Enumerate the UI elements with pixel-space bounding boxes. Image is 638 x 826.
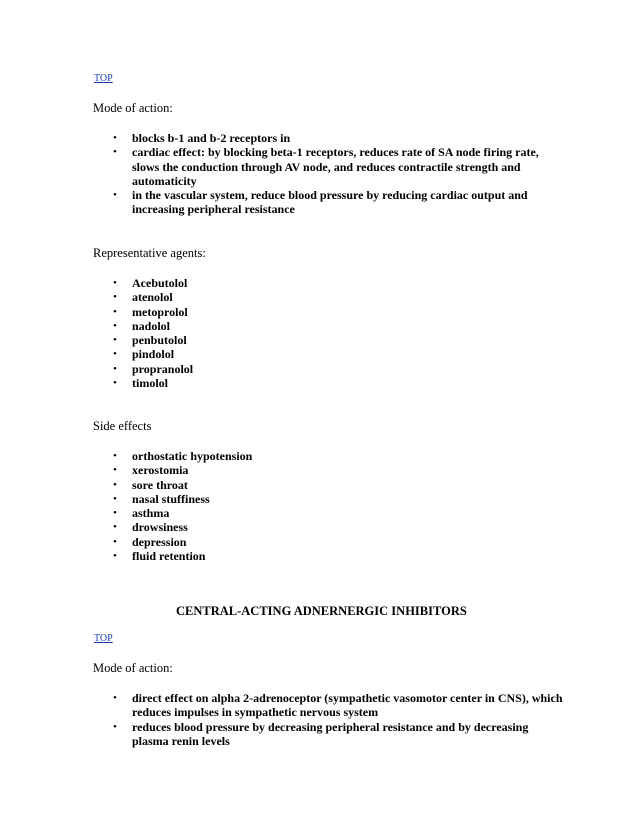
list-item: • metoprolol — [113, 304, 188, 319]
bullet-icon: • — [113, 277, 117, 289]
mode-of-action-heading: Mode of action: — [93, 101, 173, 115]
agents-list — [93, 276, 563, 390]
bullet-icon: • — [113, 535, 117, 548]
bullet-icon: • — [113, 377, 117, 390]
mode-of-action-heading: Mode of action: — [93, 661, 173, 675]
section-title: CENTRAL-ACTING ADNERNERGIC INHIBITORS — [176, 604, 467, 618]
list-item: • pindolol — [113, 347, 175, 362]
bullet-icon: • — [113, 189, 117, 202]
representative-agents-heading: Representative agents: — [93, 246, 206, 260]
mode-of-action-list — [93, 131, 563, 217]
bullet-icon: • — [113, 291, 117, 304]
list-item: • nadolol — [113, 318, 171, 333]
list-item: • blocks b-1 and b-2 receptors in — [113, 131, 291, 145]
bullet-icon: • — [113, 132, 117, 144]
list-item: • propranolol — [113, 361, 194, 376]
bullet-icon: • — [113, 319, 117, 332]
bullet-icon: • — [113, 464, 117, 477]
list-item: • atenolol — [113, 290, 173, 305]
list-item: • direct effect on alpha 2-adrenoceptor (sympathetic vasomotor center in CNS), which reduces impulses in sympathetic nervous system — [113, 691, 563, 720]
list-item: • sore throat — [113, 477, 188, 492]
list-item: • depression — [113, 534, 187, 549]
bullet-icon: • — [113, 507, 117, 520]
list-item: • fluid retention — [113, 549, 206, 564]
list-item: • in the vascular system, reduce blood pressure by reducing cardiac output and increasing peripheral resistance — [113, 188, 528, 217]
list-item: • timolol — [113, 376, 168, 391]
side-effects-heading: Side effects — [93, 419, 152, 433]
bullet-icon: • — [113, 521, 117, 534]
list-item: • cardiac effect: by blocking beta-1 receptors, reduces rate of SA node firing rate, slows the conduction through AV node, and reduces contractile strength and automaticity — [113, 145, 539, 188]
bullet-icon: • — [113, 720, 117, 733]
list-item: • orthostatic hypotension — [113, 449, 253, 463]
bullet-icon: • — [113, 450, 117, 462]
bullet-icon: • — [113, 692, 117, 704]
bullet-icon: • — [113, 478, 117, 491]
bullet-icon: • — [113, 348, 117, 361]
bullet-icon: • — [113, 362, 117, 375]
list-item: • penbutolol — [113, 333, 187, 348]
bullet-icon: • — [113, 334, 117, 347]
bullet-icon: • — [113, 550, 117, 563]
top-link[interactable]: TOP — [94, 633, 113, 644]
bullet-icon: • — [113, 305, 117, 318]
list-item: • reduces blood pressure by decreasing peripheral resistance and by decreasing plasma renin levels — [113, 719, 529, 748]
mode-of-action-list — [93, 691, 563, 748]
bullet-icon: • — [113, 492, 117, 505]
bullet-icon: • — [113, 146, 117, 159]
list-item: • nasal stuffiness — [113, 491, 210, 506]
top-link[interactable]: TOP — [94, 73, 113, 84]
list-item: • Acebutolol — [113, 276, 188, 290]
list-item: • drowsiness — [113, 520, 188, 535]
side-effects-list — [93, 449, 563, 563]
list-item: • asthma — [113, 506, 170, 521]
list-item: • xerostomia — [113, 463, 189, 478]
